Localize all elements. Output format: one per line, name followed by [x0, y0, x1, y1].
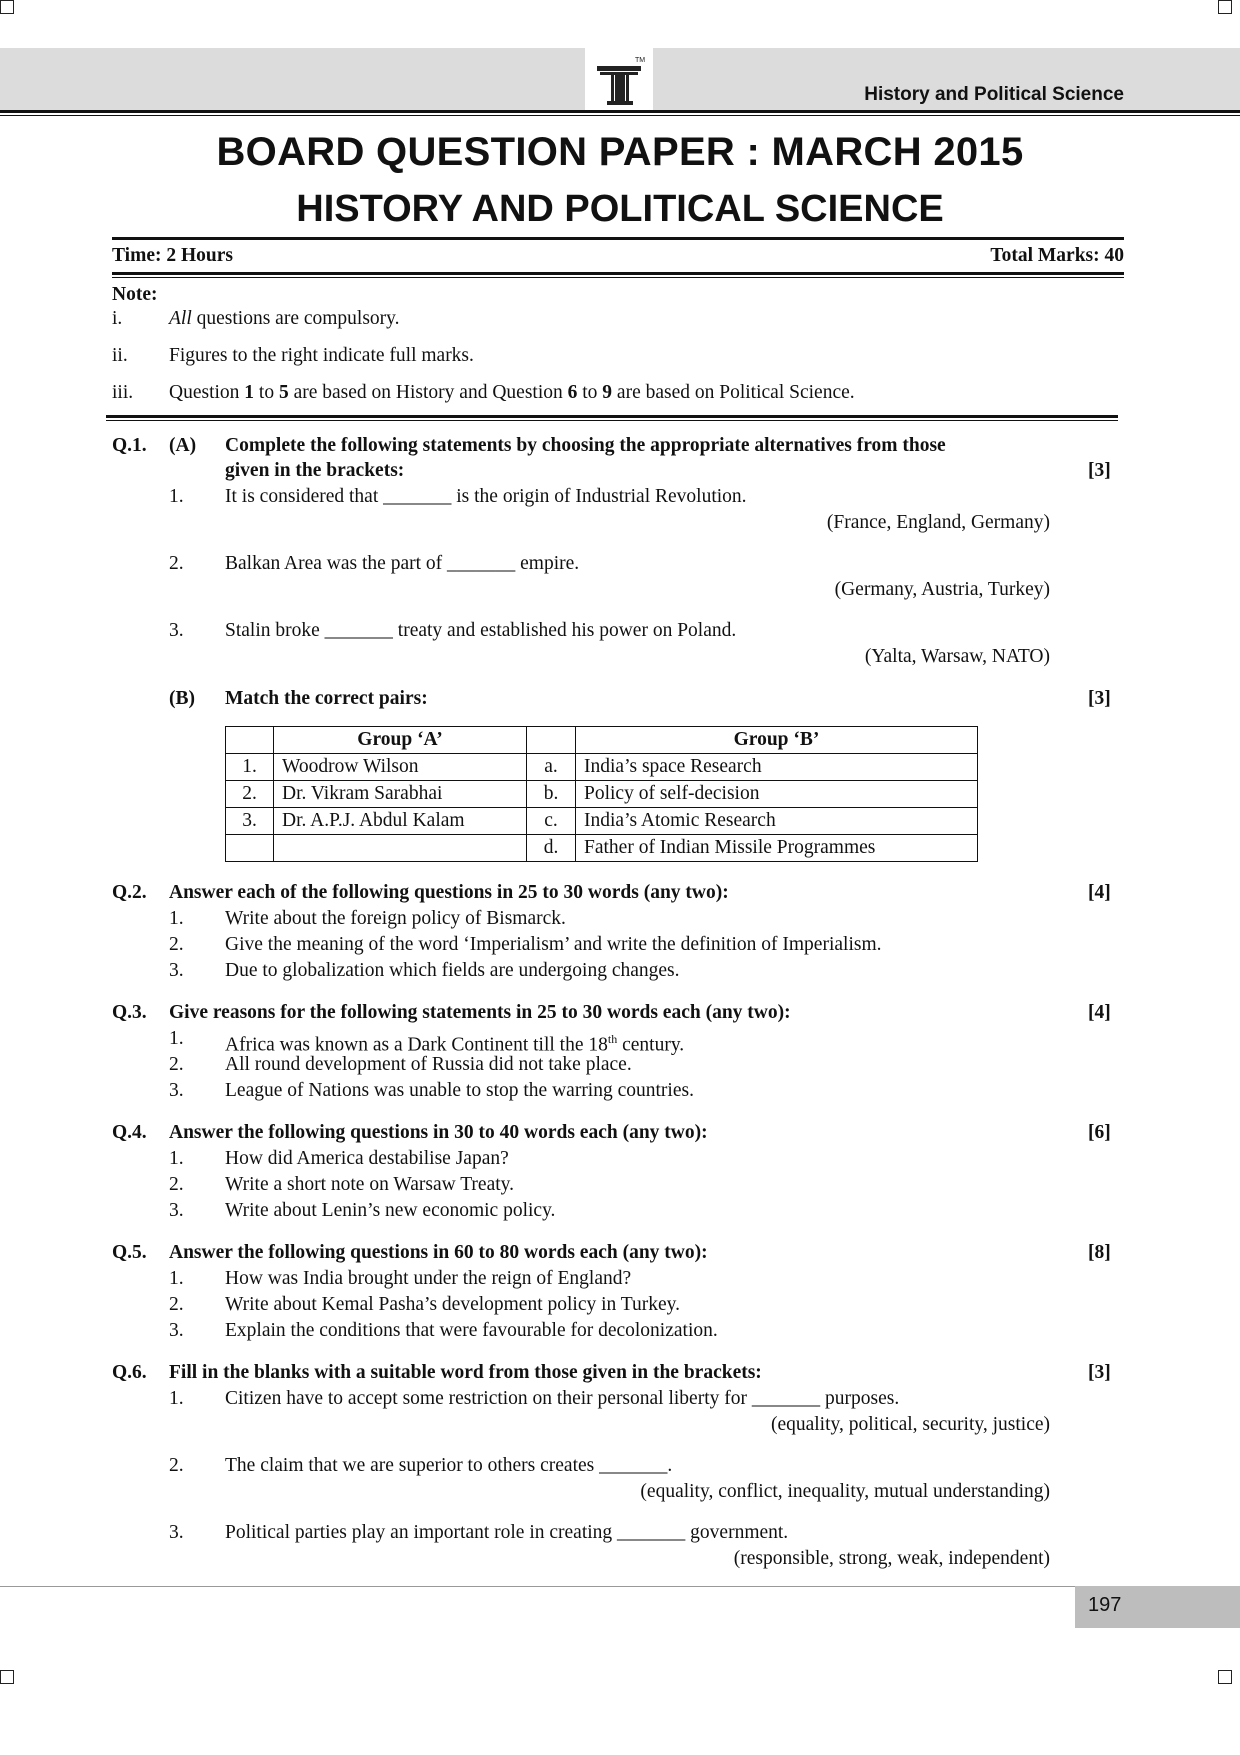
- meta-rule-thin: [112, 277, 1124, 278]
- item-num: 1.: [169, 908, 184, 929]
- item-num: 3.: [169, 620, 184, 641]
- note-num: iii.: [112, 382, 134, 403]
- question-number: Q.4.: [112, 1122, 147, 1143]
- question-instruction: Answer the following questions in 30 to 40 words each (any two):: [169, 1122, 708, 1143]
- table-row: d. Father of Indian Missile Programmes: [226, 835, 978, 862]
- question-number: Q.5.: [112, 1242, 147, 1263]
- item-text: The claim that we are superior to others creates _______.: [225, 1455, 673, 1476]
- footer-rule: [0, 1586, 1240, 1587]
- header-rule: [0, 110, 1240, 113]
- item-options: (Germany, Austria, Turkey): [834, 579, 1050, 600]
- item-text: Write about the foreign policy of Bismarck.: [225, 908, 566, 929]
- item-num: 2.: [169, 934, 184, 955]
- question-number: Q.3.: [112, 1002, 147, 1023]
- question-instruction: Complete the following statements by choosing the appropriate alternatives from those: [225, 435, 946, 456]
- question-instruction: Fill in the blanks with a suitable word from those given in the brackets:: [169, 1362, 762, 1383]
- note-item: Question 1 to 5 are based on History and Question 6 to 9 are based on Political Science.: [169, 382, 855, 403]
- crop-mark-bottom-right: [1218, 1670, 1232, 1684]
- item-options: (Yalta, Warsaw, NATO): [864, 646, 1050, 667]
- marks-badge: [6]: [1088, 1122, 1111, 1143]
- note-emphasis: All: [169, 308, 192, 329]
- item-num: 1.: [169, 486, 184, 507]
- item-num: 3.: [169, 1080, 184, 1101]
- part-label: (B): [169, 688, 195, 709]
- table-header-row: [226, 727, 978, 754]
- item-text: Citizen have to accept some restriction on their personal liberty for _______ purposes.: [225, 1388, 900, 1409]
- item-text: All round development of Russia did not take place.: [225, 1054, 632, 1075]
- item-text: How was India brought under the reign of England?: [225, 1268, 632, 1289]
- crop-mark-top-left: [0, 0, 14, 14]
- table-row: 1. Woodrow Wilson a. India’s space Research: [226, 754, 978, 781]
- item-text: Africa was known as a Dark Continent till the 18th century.: [225, 1032, 685, 1056]
- part-label: (A): [169, 435, 197, 456]
- item-options: (equality, conflict, inequality, mutual understanding): [640, 1481, 1050, 1502]
- item-num: 3.: [169, 960, 184, 981]
- question-instruction: Answer each of the following questions in 25 to 30 words (any two):: [169, 882, 729, 903]
- item-text: Write about Kemal Pasha’s development policy in Turkey.: [225, 1294, 681, 1315]
- item-num: 1.: [169, 1028, 184, 1049]
- item-num: 3.: [169, 1522, 184, 1543]
- item-text: Write a short note on Warsaw Treaty.: [225, 1174, 515, 1195]
- column-header-group-b: Group ‘B’: [576, 727, 978, 754]
- time-label: Time: 2 Hours: [112, 245, 233, 266]
- item-text: How did America destabilise Japan?: [225, 1148, 509, 1169]
- question-number: Q.6.: [112, 1362, 147, 1383]
- item-text: Write about Lenin’s new economic policy.: [225, 1200, 556, 1221]
- question-number: Q.2.: [112, 882, 147, 903]
- marks-badge: [8]: [1088, 1242, 1111, 1263]
- question-instruction: Give reasons for the following statements in 25 to 30 words each (any two):: [169, 1002, 791, 1023]
- column-header-group-a: Group ‘A’: [274, 727, 527, 754]
- item-num: 2.: [169, 1174, 184, 1195]
- item-options: (France, England, Germany): [826, 512, 1050, 533]
- item-text: Balkan Area was the part of _______ empire.: [225, 553, 580, 574]
- question-instruction: Match the correct pairs:: [225, 688, 428, 709]
- note-num: ii.: [112, 345, 128, 366]
- marks-badge: [3]: [1088, 1362, 1111, 1383]
- item-text: Give the meaning of the word ‘Imperialism’ and write the definition of Imperialism.: [225, 934, 882, 955]
- publisher-logo: [585, 48, 653, 110]
- note-item: Figures to the right indicate full marks.: [169, 345, 474, 366]
- pillar-logo-icon: [585, 48, 653, 110]
- meta-rule: [112, 272, 1124, 275]
- header-rule-thin: [0, 115, 1240, 116]
- item-num: 2.: [169, 1054, 184, 1075]
- question-number: Q.1.: [112, 435, 147, 456]
- match-pairs-table: [225, 726, 978, 862]
- item-text: It is considered that _______ is the origin of Industrial Revolution.: [225, 486, 747, 507]
- item-text: Political parties play an important role in creating _______ government.: [225, 1522, 789, 1543]
- marks-badge: [4]: [1088, 882, 1111, 903]
- paper-title: BOARD QUESTION PAPER : MARCH 2015: [216, 130, 1024, 174]
- note-num: i.: [112, 308, 123, 329]
- marks-badge: [4]: [1088, 1002, 1111, 1023]
- item-options: (responsible, strong, weak, independent): [733, 1548, 1050, 1569]
- page-number: 197: [1088, 1594, 1122, 1616]
- crop-mark-bottom-left: [0, 1670, 14, 1684]
- item-num: 1.: [169, 1268, 184, 1289]
- note-heading: Note:: [112, 284, 158, 305]
- trademark-mark: TM: [635, 57, 646, 64]
- note-item: All questions are compulsory.: [169, 308, 400, 329]
- item-num: 1.: [169, 1148, 184, 1169]
- crop-mark-top-right: [1218, 0, 1232, 14]
- marks-badge: [3]: [1088, 460, 1111, 481]
- item-text: Stalin broke _______ treaty and established his power on Poland.: [225, 620, 737, 641]
- marks-badge: [3]: [1088, 688, 1111, 709]
- table-row: 2. Dr. Vikram Sarabhai b. Policy of self-decision: [226, 781, 978, 808]
- item-text: Explain the conditions that were favourable for decolonization.: [225, 1320, 718, 1341]
- note-rule: [106, 415, 1118, 418]
- item-text: Due to globalization which fields are undergoing changes.: [225, 960, 680, 981]
- title-rule: [112, 237, 1124, 240]
- question-instruction: Answer the following questions in 60 to 80 words each (any two):: [169, 1242, 708, 1263]
- item-num: 1.: [169, 1388, 184, 1409]
- table-row: 3. Dr. A.P.J. Abdul Kalam c. India’s Atomic Research: [226, 808, 978, 835]
- item-num: 3.: [169, 1320, 184, 1341]
- note-rule-thin: [106, 420, 1118, 421]
- item-num: 2.: [169, 1294, 184, 1315]
- item-num: 2.: [169, 553, 184, 574]
- total-marks-label: Total Marks: 40: [990, 245, 1124, 266]
- item-num: 3.: [169, 1200, 184, 1221]
- paper-subtitle: HISTORY AND POLITICAL SCIENCE: [296, 188, 944, 230]
- item-options: (equality, political, security, justice): [770, 1414, 1050, 1435]
- header-subject: History and Political Science: [864, 84, 1124, 105]
- item-text: League of Nations was unable to stop the warring countries.: [225, 1080, 694, 1101]
- question-instruction-cont: given in the brackets:: [225, 460, 405, 481]
- item-num: 2.: [169, 1455, 184, 1476]
